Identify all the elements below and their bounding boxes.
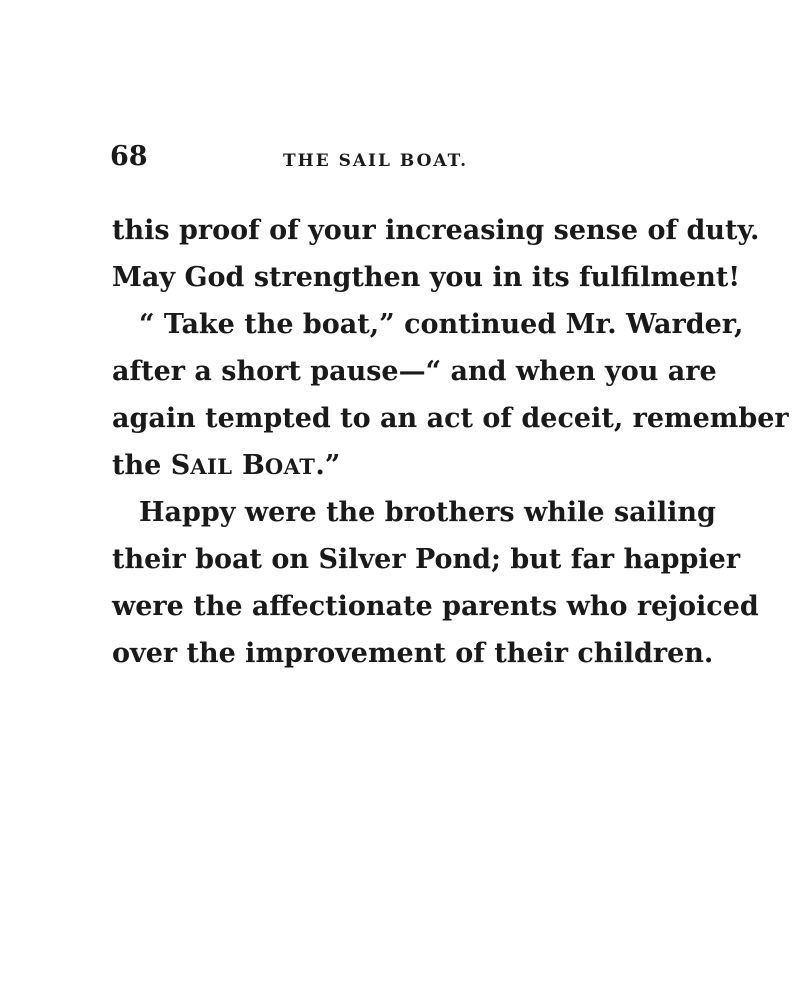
text-line-small-caps [112,442,664,489]
text-line: this proof of your increasing sense of duty. [112,215,760,246]
text-line: “ Take the boat,” continued Mr. Warder, [139,309,744,340]
line-prefix: the [112,450,171,481]
text-line: after a short pause—“ and when you are [112,356,717,387]
page-number: 68 [110,141,148,172]
body-text [112,207,789,677]
text-line: were the affectionate parents who rejoiced [112,591,759,622]
text-line: over the improvement of their children. [112,638,714,669]
text-line: Happy were the brothers while sailing [139,497,716,528]
text-line: May God strengthen you in its fulfilment! [112,262,741,293]
small-cap-initial: B [241,450,265,481]
line-suffix: .” [315,450,341,481]
small-cap-initial: S [170,450,191,481]
word-space [233,450,242,481]
text-line: their boat on Silver Pond; but far happier [112,544,741,575]
small-cap-rest: AIL [190,454,233,479]
running-head: THE SAIL BOAT. [283,151,469,171]
small-cap-rest: OAT [264,454,316,479]
text-line: again tempted to an act of deceit, remember [112,403,789,434]
